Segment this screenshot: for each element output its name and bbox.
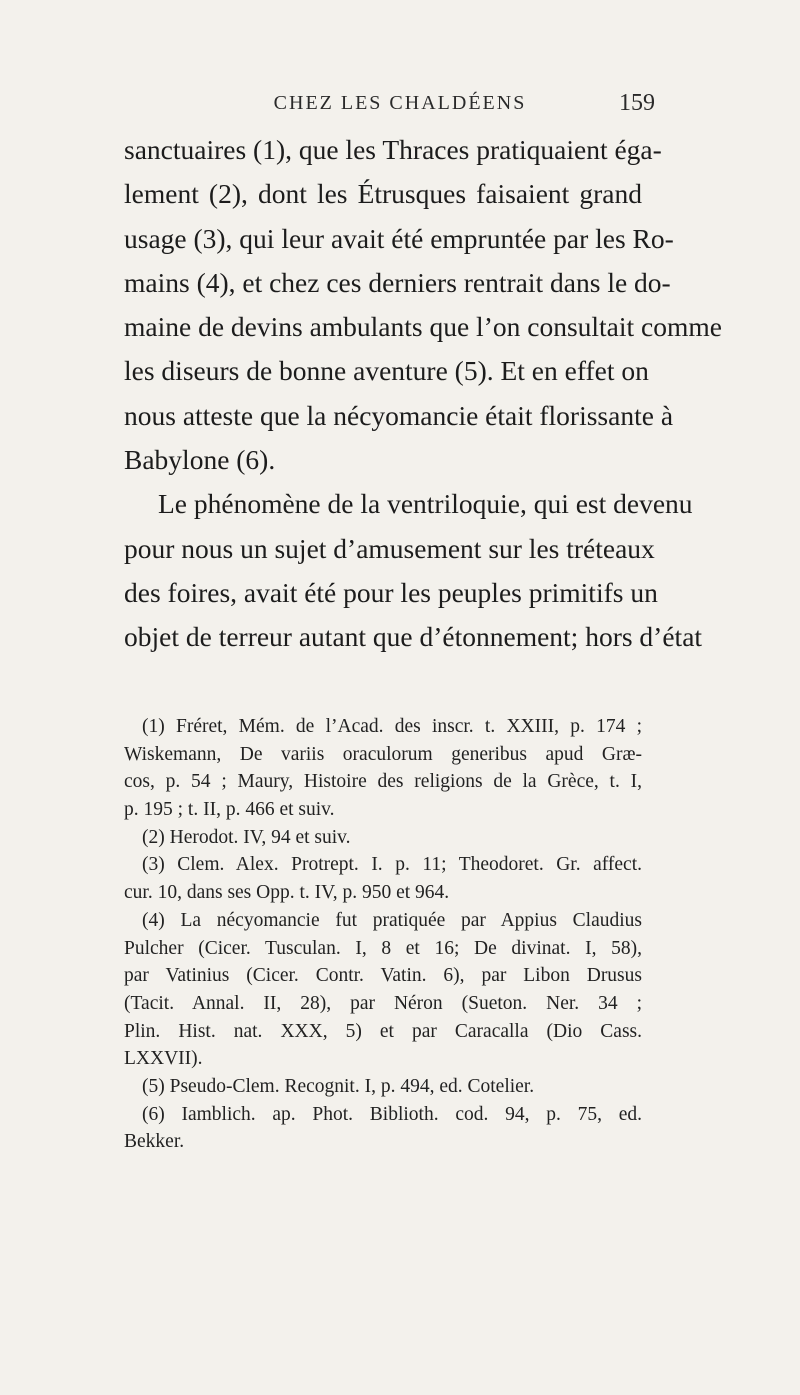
footnotes — [124, 713, 642, 1156]
text-line: les diseurs de bonne aventure (5). Et en effet on — [124, 355, 649, 387]
footnote-line: cur. 10, dans ses Opp. t. IV, p. 950 et 964. — [124, 882, 450, 904]
footnote-line: (6) Iamblich. ap. Phot. Biblioth. cod. 94, p. 75, ed. — [142, 1103, 642, 1125]
footnote-line: LXXVII). — [124, 1048, 203, 1070]
text-line: pour nous un sujet d’amusement sur les tréteaux — [124, 532, 655, 564]
footnote-line: par Vatinius (Cicer. Contr. Vatin. 6), par Libon Drusus — [124, 965, 642, 987]
text-line: nous atteste que la nécyomancie était florissante à — [124, 399, 674, 431]
main-text — [124, 128, 722, 660]
footnote-line: Wiskemann, De variis oraculorum generibus apud Græ- — [124, 743, 642, 765]
text-line: lement (2), dont les Étrusques faisaient grand — [124, 178, 642, 210]
footnote-line: cos, p. 54 ; Maury, Histoire des religions de la Grèce, t. I, — [124, 771, 642, 793]
text-line: Le phénomène de la ventriloquie, qui est devenu — [158, 488, 693, 520]
text-line: objet de terreur autant que d’étonnement; hors d’état — [124, 621, 703, 653]
footnote-line: (2) Herodot. IV, 94 et suiv. — [142, 826, 351, 848]
text-line: sanctuaires (1), que les Thraces pratiquaient éga- — [124, 134, 662, 165]
footnote-line: (5) Pseudo-Clem. Recognit. I, p. 494, ed. Cotelier. — [142, 1075, 535, 1097]
footnote-line: Pulcher (Cicer. Tusculan. I, 8 et 16; De divinat. I, 58), — [124, 937, 642, 959]
footnote-line: Bekker. — [124, 1131, 185, 1153]
footnote-line: p. 195 ; t. II, p. 466 et suiv. — [124, 799, 335, 821]
footnote-line: (Tacit. Annal. II, 28), par Néron (Sueton. Ner. 34 ; — [124, 992, 642, 1014]
footnote-line: Plin. Hist. nat. XXX, 5) et par Caracalla (Dio Cass. — [124, 1020, 642, 1042]
text-line: mains (4), et chez ces derniers rentrait dans le do- — [124, 266, 671, 298]
text-line: maine de devins ambulants que l’on consultait comme — [124, 311, 722, 343]
text-line: usage (3), qui leur avait été empruntée par les Ro- — [124, 222, 674, 254]
page-number: 159 — [619, 90, 655, 116]
footnote-line: (4) La nécyomancie fut pratiquée par Appius Claudius — [142, 909, 642, 931]
text-line: des foires, avait été pour les peuples primitifs un — [124, 576, 658, 608]
footnote-line: (1) Fréret, Mém. de l’Acad. des inscr. t. XXIII, p. 174 ; — [142, 716, 642, 737]
running-head — [0, 92, 800, 122]
running-title: CHEZ LES CHALDÉENS — [273, 92, 527, 114]
footnote-line: (3) Clem. Alex. Protrept. I. p. 11; Theodoret. Gr. affect. — [142, 854, 642, 876]
text-line: Babylone (6). — [124, 444, 276, 476]
